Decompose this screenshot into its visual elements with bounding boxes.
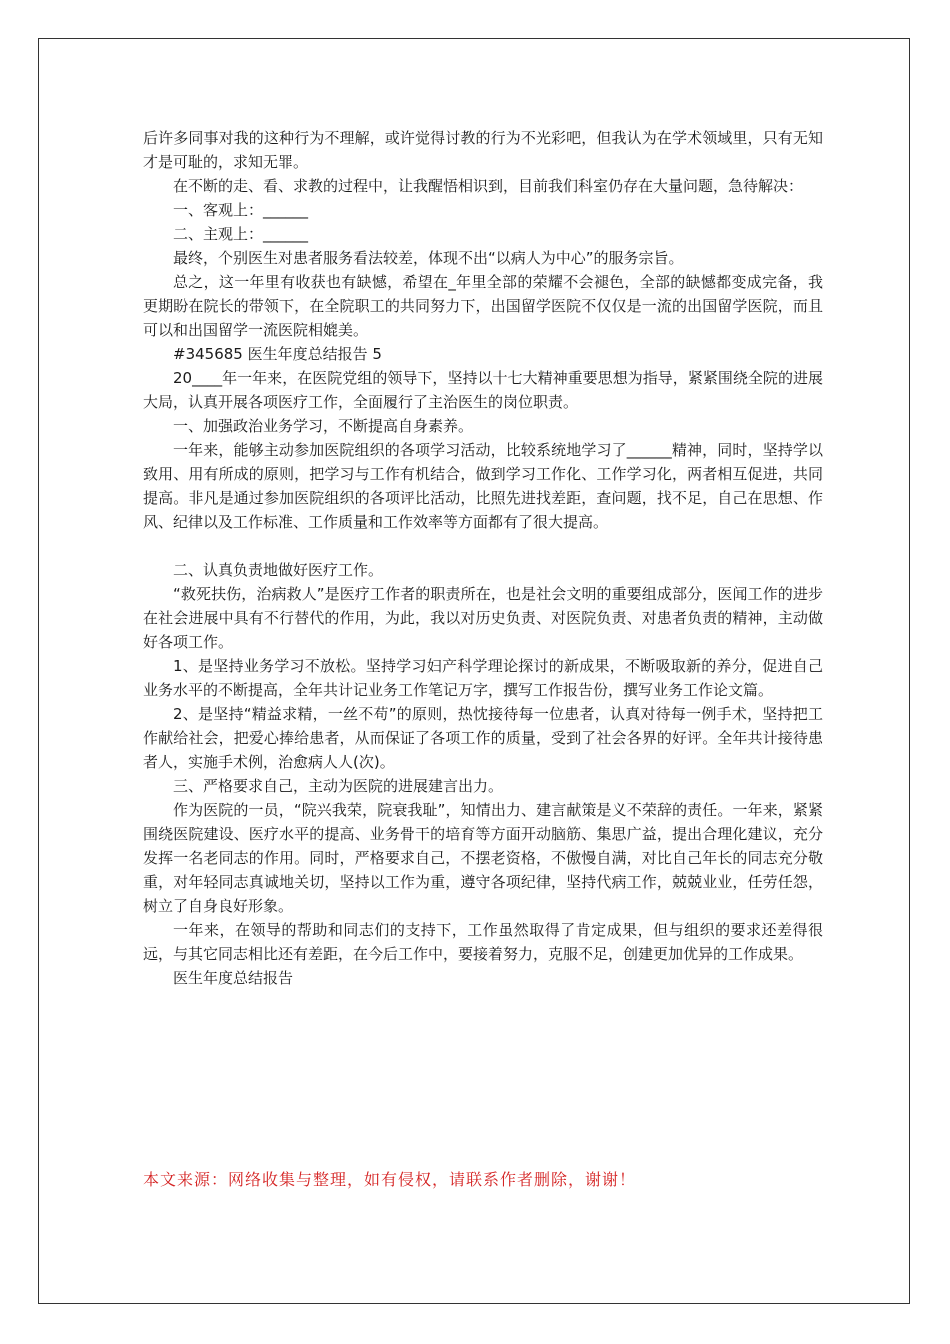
paragraph: “救死扶伤，治病救人”是医疗工作者的职责所在，也是社会文明的重要组成部分，医闻工作的进步在社会进展中具有不行替代的作用，为此，我以对历史负责、对医院负责、对患者负责的精神，主动做好各项工作。	[143, 585, 823, 651]
paragraph: 一年来，在领导的帮助和同志们的支持下，工作虽然取得了肯定成果，但与组织的要求还差得很远，与其它同志相比还有差距，在今后工作中，要接着努力，克服不足，创建更加优异的工作成果。	[143, 921, 823, 963]
list-item-objective: 一、客观上：______	[173, 201, 309, 219]
document-body	[143, 126, 823, 990]
section-heading: 一、加强政治业务学习，不断提高自身素养。	[173, 417, 474, 435]
paragraph: 后许多同事对我的这种行为不理解，或许觉得讨教的行为不光彩吧，但我认为在学术领域里，只有无知才是可耻的，求知无罪。	[143, 129, 823, 171]
closing-title: 医生年度总结报告	[173, 969, 294, 987]
report-heading: #345685 医生年度总结报告 5	[173, 345, 382, 363]
paragraph: 2、是坚持“精益求精，一丝不苟”的原则，热忱接待每一位患者，认真对待每一例手术，坚持把工作献给社会，把爱心捧给患者，从而保证了各项工作的质量，受到了社会各界的好评。全年共计接待患者人，实施手术例，治愈病人人(次)。	[143, 705, 823, 771]
paragraph: 在不断的走、看、求教的过程中，让我醒悟相识到，目前我们科室仍存在大量问题，急待解决：	[173, 177, 804, 195]
section-heading: 三、严格要求自己，主动为医院的进展建言出力。	[173, 777, 504, 795]
paragraph: 作为医院的一员，“院兴我荣，院衰我耻”，知情出力、建言献策是义不荣辞的责任。一年来，紧紧围绕医院建设、医疗水平的提高、业务骨干的培育等方面开动脑筋、集思广益，提出合理化建议，充分发挥一名老同志的作用。同时，严格要求自己，不摆老资格，不傲慢自满，对比自己年长的同志充分敬重，对年轻同志真诚地关切，坚持以工作为重，遵守各项纪律，坚持代病工作，兢兢业业，任劳任怨，树立了自身良好形象。	[143, 801, 823, 915]
paragraph: 1、是坚持业务学习不放松。坚持学习妇产科学理论探讨的新成果，不断吸取新的养分，促进自己业务水平的不断提高，全年共计记业务工作笔记万字，撰写工作报告份，撰写业务工作论文篇。	[143, 657, 823, 699]
paragraph: 最终，个别医生对患者服务看法较差，体现不出“以病人为中心”的服务宗旨。	[173, 249, 684, 267]
paragraph: 总之，这一年里有收获也有缺憾，希望在_年里全部的荣耀不会褪色，全部的缺憾都变成完备，我更期盼在院长的带领下，在全院职工的共同努力下，出国留学医院不仅仅是一流的出国留学医院，而且可以和出国留学一流医院相媲美。	[143, 273, 823, 339]
section-heading: 二、认真负责地做好医疗工作。	[173, 561, 384, 579]
source-note: 本文来源：网络收集与整理，如有侵权，请联系作者删除，谢谢！	[143, 1170, 637, 1189]
list-item-subjective: 二、主观上：______	[173, 225, 309, 243]
paragraph: 20____年一年来，在医院党组的领导下，坚持以十七大精神重要思想为指导，紧紧围绕全院的进展大局，认真开展各项医疗工作，全面履行了主治医生的岗位职责。	[143, 369, 823, 411]
paragraph: 一年来，能够主动参加医院组织的各项学习活动，比较系统地学习了______精神，同时，坚持学以致用、用有所成的原则，把学习与工作有机结合，做到学习工作化、工作学习化，两者相互促进，共同提高。非凡是通过参加医院组织的各项评比活动，比照先进找差距，查问题，找不足，自己在思想、作风、纪律以及工作标准、工作质量和工作效率等方面都有了很大提高。	[143, 441, 823, 531]
